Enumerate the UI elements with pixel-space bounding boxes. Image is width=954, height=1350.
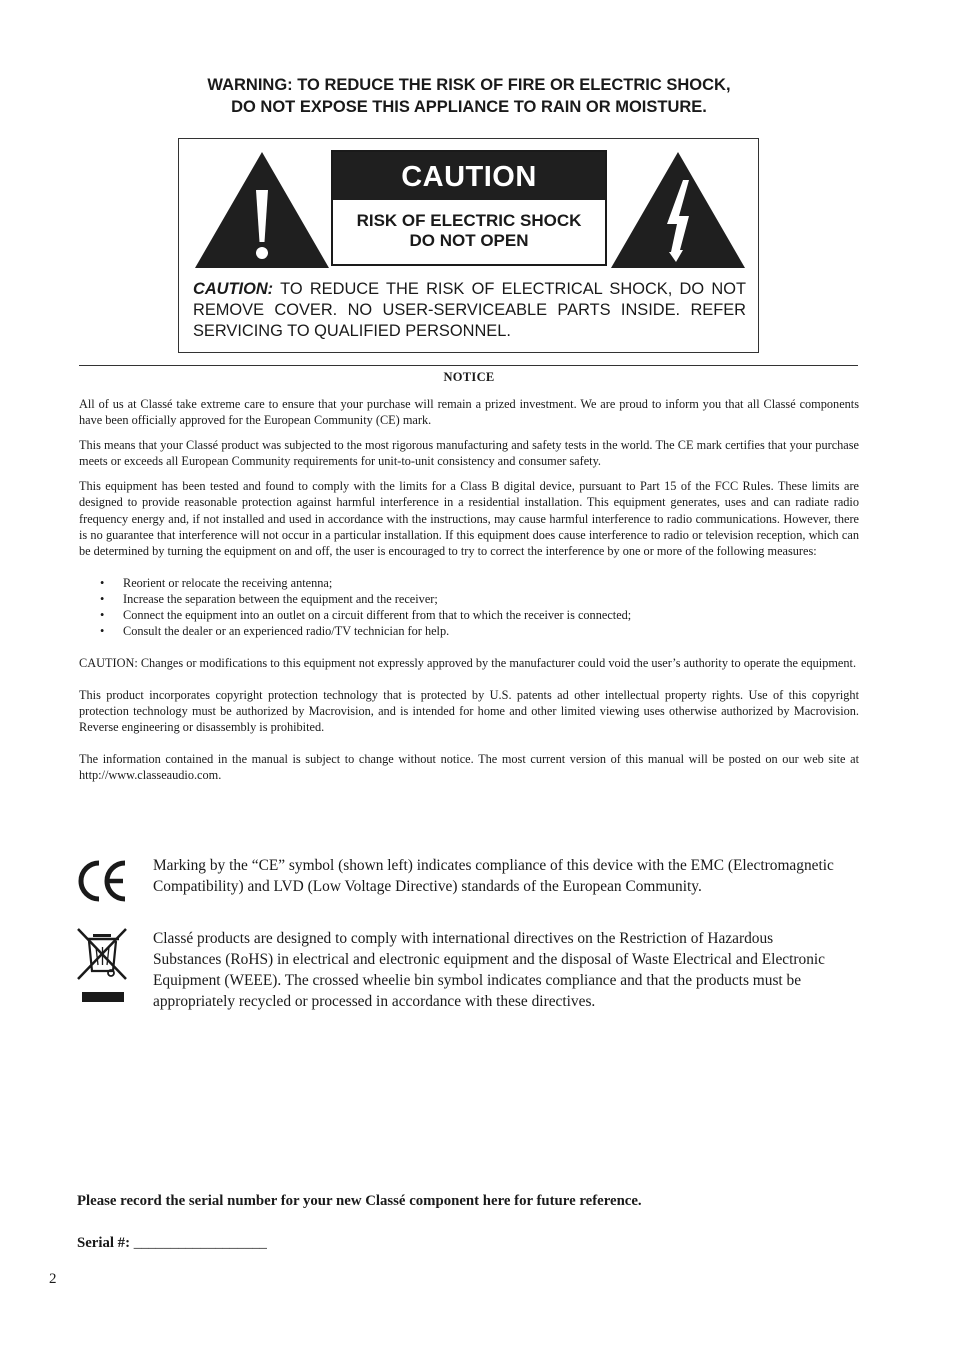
notice-heading: NOTICE xyxy=(443,370,495,384)
lightning-triangle-icon xyxy=(609,150,747,270)
notice-paragraph-4: CAUTION: Changes or modifications to this equipment not expressly approved by the manufacturer could void the user’s authority to operate the equipment. xyxy=(79,655,857,670)
ce-mark-icon xyxy=(75,857,129,905)
warning-heading xyxy=(0,74,938,118)
crossed-wheelie-bin-icon xyxy=(76,925,130,1005)
caution-label-subtext xyxy=(333,200,605,251)
notice-paragraph-2: This means that your Classé product was subjected to the most rigorous manufacturing and safety tests in the world. The CE mark certifies that your purchase meets or exceeds all European Community requirements for unit-to-unit consistency and consumer safety. xyxy=(79,438,859,469)
warning-line-1: WARNING: TO REDUCE THE RISK OF FIRE OR ELECTRIC SHOCK, xyxy=(207,76,731,94)
serial-number-line xyxy=(77,1235,267,1252)
caution-label xyxy=(331,150,607,266)
caution-statement-text: TO REDUCE THE RISK OF ELECTRICAL SHOCK, DO NOT REMOVE COVER. NO USER-SERVICEABLE PARTS INSIDE. REFER SERVICING TO QUALIFIED PERSONNEL. xyxy=(193,280,746,340)
warning-line-2: DO NOT EXPOSE THIS APPLIANCE TO RAIN OR MOISTURE. xyxy=(231,98,707,116)
bullet: • xyxy=(100,591,105,606)
caution-statement xyxy=(193,279,746,342)
list-item-text: Reorient or relocate the receiving antenna; xyxy=(123,575,333,590)
notice-body xyxy=(79,396,859,792)
list-item-text: Consult the dealer or an experienced radio/TV technician for help. xyxy=(123,623,450,638)
ce-compliance-text: Marking by the “CE” symbol (shown left) indicates compliance of this device with the EMC (Electromagnetic Compatibility) and LVD (Low Voltage Directive) standards of the European Community. xyxy=(153,857,834,895)
serial-record-note: Please record the serial number for your new Classé component here for future reference. xyxy=(77,1193,642,1209)
list-item xyxy=(79,607,859,623)
interference-measures-list xyxy=(79,575,859,639)
divider xyxy=(79,365,858,366)
notice-paragraph-5: This product incorporates copyright protection technology that is protected by U.S. patents ad other intellectual property rights. Use of this copyright protection technology must be authorized by Macrovision, and is intended for home and other limited viewing uses otherwise authorized by Macrovision. Reverse engineering or disassembly is prohibited. xyxy=(79,687,859,735)
caution-box xyxy=(178,138,759,353)
list-item xyxy=(79,591,859,607)
list-item-text: Connect the equipment into an outlet on a circuit different from that to which the receiver is connected; xyxy=(123,607,632,622)
caution-label-sub-line-2: DO NOT OPEN xyxy=(409,231,529,250)
list-item xyxy=(79,575,859,591)
exclamation-triangle-icon xyxy=(193,150,331,270)
bullet: • xyxy=(100,575,105,590)
notice-paragraph-3: This equipment has been tested and found to comply with the limits for a Class B digital device, pursuant to Part 15 of the FCC Rules. These limits are designed to provide reasonable protection against harmful interference in a residential installation. This equipment generates, uses and can radiate radio frequency energy and, if not installed and used in accordance with the instructions, may cause harmful interference to radio communications. However, there is no guarantee that interference will not occur in a particular installation. If this equipment does cause interference to radio or television reception, which can be determined by turning the equipment on and off, the user is encouraged to try to correct the interference by one or more of the following measures: xyxy=(79,479,859,558)
weee-compliance-text: Classé products are designed to comply with international directives on the Restriction of Hazardous Substances (RoHS) in electrical and electronic equipment and the disposal of Waste Electrical and Electronic Equipment (WEEE). The crossed wheelie bin symbol indicates compliance and that the products must be appropriately recycled or processed in accordance with these directives. xyxy=(153,930,826,1010)
caution-label-sub-line-1: RISK OF ELECTRIC SHOCK xyxy=(356,211,582,230)
serial-blank: __________________ xyxy=(133,1235,267,1251)
caution-label-heading: CAUTION xyxy=(333,152,605,200)
notice-paragraph-1: All of us at Classé take extreme care to ensure that your purchase will remain a prized investment. We are proud to inform you that all Classé components have been officially approved for the European Community (CE) mark. xyxy=(79,397,859,428)
bullet: • xyxy=(100,607,105,622)
page-number: 2 xyxy=(49,1271,57,1287)
caution-statement-lead: CAUTION: xyxy=(193,280,274,298)
notice-paragraph-6: The information contained in the manual is subject to change without notice. The most current version of this manual will be posted on our web site at http://www.classeaudio.com. xyxy=(79,752,859,783)
list-item xyxy=(79,623,859,639)
bullet: • xyxy=(100,623,105,638)
serial-label: Serial #: xyxy=(77,1235,131,1251)
list-item-text: Increase the separation between the equipment and the receiver; xyxy=(123,591,438,606)
